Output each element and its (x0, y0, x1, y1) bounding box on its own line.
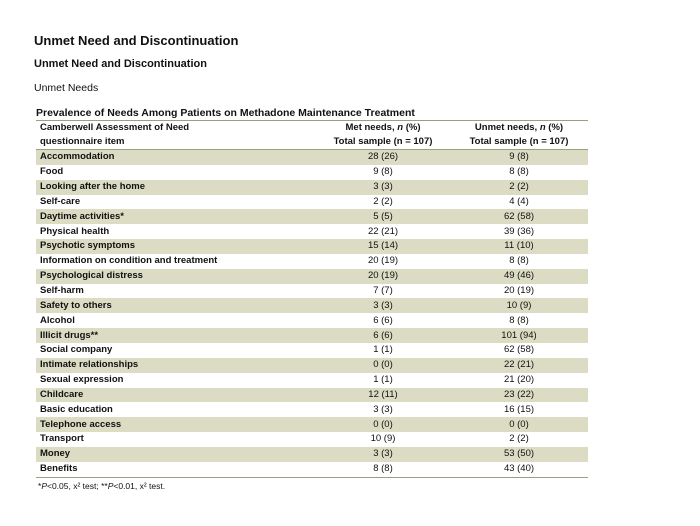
row-item-cell: Illicit drugs** (36, 328, 316, 343)
column-subheader-met: Total sample (n = 107) (316, 135, 450, 150)
table-row (36, 284, 588, 299)
row-met-cell: 6 (6) (373, 314, 393, 326)
row-item-cell: Benefits (36, 462, 316, 477)
row-item-cell: Social company (40, 344, 113, 356)
row-met-cell: 3 (3) (373, 403, 393, 415)
table-row (36, 462, 588, 477)
table-row (36, 343, 588, 358)
row-item-cell: Basic education (40, 403, 113, 415)
row-item-cell: Transport (40, 433, 84, 445)
row-met-cell: 1 (1) (373, 374, 393, 386)
needs-table (36, 121, 588, 478)
row-met-cell: 8 (8) (316, 462, 450, 477)
row-met-cell: 20 (19) (316, 269, 450, 284)
row-item-cell: Alcohol (40, 314, 75, 326)
row-item-cell: Accommodation (36, 150, 316, 165)
row-item-cell: Childcare (36, 388, 316, 403)
row-unmet-cell: 49 (46) (450, 269, 588, 284)
table-row (36, 239, 588, 254)
table-header-row (36, 121, 588, 135)
row-met-cell: 0 (0) (316, 417, 450, 432)
row-unmet-cell: 39 (36) (503, 225, 535, 237)
row-unmet-cell: 11 (10) (450, 239, 588, 254)
row-met-cell: 1 (1) (373, 344, 393, 356)
row-unmet-cell: 9 (8) (450, 150, 588, 165)
row-unmet-cell: 43 (40) (450, 462, 588, 477)
needs-table-container (36, 107, 588, 491)
row-unmet-cell: 8 (8) (509, 255, 529, 267)
row-item-cell: Safety to others (36, 298, 316, 313)
table-row (36, 328, 588, 343)
table-row (36, 373, 588, 388)
row-item-cell: Money (36, 447, 316, 462)
row-met-cell: 12 (11) (316, 388, 450, 403)
row-item-cell: Self-care (40, 195, 81, 207)
column-header-unmet: Unmet needs, n (%) (474, 122, 564, 133)
table-row (36, 269, 588, 284)
row-unmet-cell: 101 (94) (450, 328, 588, 343)
table-row (36, 298, 588, 313)
row-unmet-cell: 62 (58) (503, 344, 535, 356)
row-unmet-cell: 8 (8) (509, 166, 529, 178)
column-subheader-unmet: Total sample (n = 107) (450, 135, 588, 150)
row-item-cell: Telephone access (36, 417, 316, 432)
table-row (36, 209, 588, 224)
row-met-cell: 2 (2) (373, 195, 393, 207)
row-unmet-cell: 4 (4) (509, 195, 529, 207)
row-unmet-cell: 8 (8) (509, 314, 529, 326)
row-unmet-cell: 22 (21) (450, 358, 588, 373)
table-body (36, 150, 588, 478)
table-row (36, 313, 588, 328)
row-unmet-cell: 16 (15) (503, 403, 535, 415)
row-unmet-cell: 2 (2) (509, 433, 529, 445)
table-caption: Prevalence of Needs Among Patients on Methadone Maintenance Treatment (36, 107, 588, 121)
table-row (36, 417, 588, 432)
row-item-cell: Psychological distress (36, 269, 316, 284)
row-met-cell: 3 (3) (316, 298, 450, 313)
row-item-cell: Sexual expression (40, 374, 124, 386)
table-row (36, 150, 588, 165)
row-met-cell: 28 (26) (316, 150, 450, 165)
row-item-cell: Psychotic symptoms (36, 239, 316, 254)
row-met-cell: 6 (6) (316, 328, 450, 343)
section-title: Unmet Need and Discontinuation (34, 58, 207, 70)
table-row (36, 254, 588, 269)
row-met-cell: 3 (3) (316, 180, 450, 195)
row-unmet-cell: 21 (20) (503, 374, 535, 386)
table-row (36, 180, 588, 195)
table-row (36, 447, 588, 462)
row-unmet-cell: 20 (19) (503, 285, 535, 297)
table-footnote: *P<0.05, x² test; **P<0.01, x² test. (38, 480, 166, 491)
column-header-met: Met needs, n (%) (345, 122, 421, 133)
row-met-cell: 10 (9) (370, 433, 396, 445)
row-unmet-cell: 62 (58) (450, 209, 588, 224)
row-item-cell: Physical health (40, 225, 110, 237)
row-met-cell: 3 (3) (316, 447, 450, 462)
row-item-cell: Information on condition and treatment (40, 255, 218, 267)
table-row (36, 195, 588, 210)
row-met-cell: 7 (7) (373, 285, 393, 297)
row-met-cell: 22 (21) (367, 225, 399, 237)
row-unmet-cell: 23 (22) (450, 388, 588, 403)
row-unmet-cell: 53 (50) (450, 447, 588, 462)
row-unmet-cell: 2 (2) (450, 180, 588, 195)
row-item-cell: Food (40, 166, 64, 178)
column-subheader-item: questionnaire item (36, 135, 316, 150)
row-met-cell: 20 (19) (367, 255, 399, 267)
row-met-cell: 0 (0) (316, 358, 450, 373)
column-header-item: Camberwell Assessment of Need (40, 122, 190, 133)
row-item-cell: Self-harm (40, 285, 84, 297)
row-item-cell: Intimate relationships (36, 358, 316, 373)
table-row (36, 388, 588, 403)
row-met-cell: 5 (5) (316, 209, 450, 224)
table-row (36, 358, 588, 373)
row-met-cell: 15 (14) (316, 239, 450, 254)
table-row (36, 432, 588, 447)
row-unmet-cell: 0 (0) (450, 417, 588, 432)
page-title: Unmet Need and Discontinuation (34, 33, 239, 48)
row-item-cell: Looking after the home (36, 180, 316, 195)
table-row (36, 402, 588, 417)
row-unmet-cell: 10 (9) (450, 298, 588, 313)
subsection-title: Unmet Needs (34, 82, 99, 94)
row-met-cell: 9 (8) (373, 166, 393, 178)
table-row (36, 224, 588, 239)
table-row (36, 165, 588, 180)
table-subheader-row (36, 135, 588, 150)
row-item-cell: Daytime activities* (36, 209, 316, 224)
